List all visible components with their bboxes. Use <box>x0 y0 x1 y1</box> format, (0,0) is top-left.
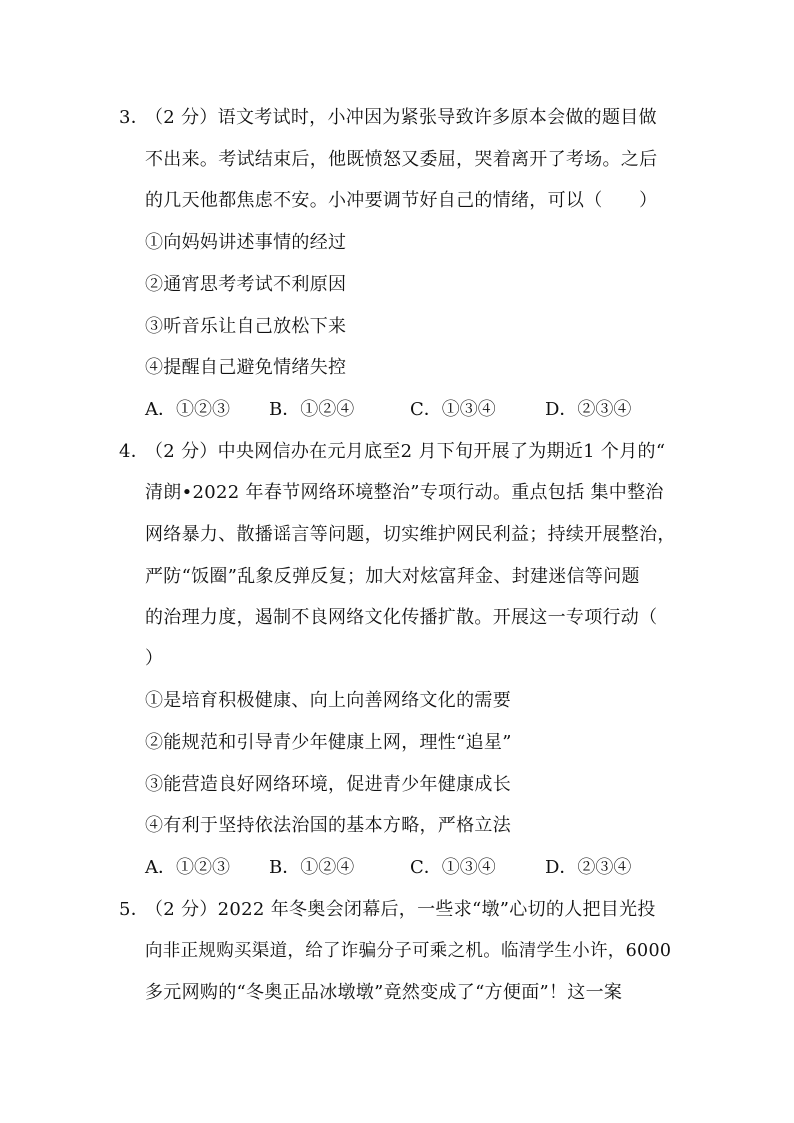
q3-stem-line-3: 的几天他都焦虑不安。小冲要调节好自己的情绪，可以（ ） <box>145 190 658 211</box>
q3-number: 3． <box>119 107 150 128</box>
q3-line-1 <box>119 106 657 130</box>
q5-line-1 <box>119 898 656 922</box>
q5-number: 5． <box>119 899 150 920</box>
q5-stem-line-2: 向非正规购买渠道，给了诈骗分子可乘之机。临清学生小许，6000 <box>145 941 672 961</box>
q3-stem-line-1: （2 分）语文考试时，小冲因为紧张导致许多原本会做的题目做 <box>145 107 657 128</box>
q4-option-b[interactable]: B．①②④ <box>269 857 355 878</box>
q4-option-a[interactable]: A．①②③ <box>145 857 230 878</box>
q3-item-4: ④提醒自己避免情绪失控 <box>145 357 347 378</box>
q4-number: 4． <box>119 441 150 462</box>
q4-stem-line-4: 严防“饭圈”乱象反弹反复；加大对炫富拜金、封建迷信等问题 <box>145 566 640 587</box>
q3-item-1: ①向妈妈讲述事情的经过 <box>145 232 347 253</box>
q3-option-d[interactable]: D．②③④ <box>545 399 632 420</box>
q4-options <box>145 856 665 880</box>
q3-option-b[interactable]: B．①②④ <box>269 399 355 420</box>
q4-line-1 <box>119 440 665 464</box>
q4-item-3: ③能营造良好网络环境，促进青少年健康成长 <box>145 774 511 795</box>
q4-item-1: ①是培育积极健康、向上向善网络文化的需要 <box>145 690 511 711</box>
q5-stem-line-3: 多元网购的“冬奥正品冰墩墩”竟然变成了“方便面”！这一案 <box>145 982 623 1003</box>
q4-stem-line-3: 网络暴力、散播谣言等问题，切实维护网民利益；持续开展整治， <box>145 524 676 545</box>
q3-item-3: ③听音乐让自己放松下来 <box>145 316 347 337</box>
q4-option-c[interactable]: C．①③④ <box>410 857 496 878</box>
q3-stem-line-2: 不出来。考试结束后，他既愤怒又委屈，哭着离开了考场。之后 <box>145 149 658 170</box>
q3-item-2: ②通宵思考考试不利原因 <box>145 274 347 295</box>
q3-option-a[interactable]: A．①②③ <box>145 399 230 420</box>
q4-item-4: ④有利于坚持依法治国的基本方略，严格立法 <box>145 815 511 836</box>
q4-stem-line-2: 清朗•2022 年春节网络环境整治”专项行动。重点包括 集中整治 <box>145 482 664 503</box>
q4-item-2: ②能规范和引导青少年健康上网，理性“追星” <box>145 732 512 753</box>
q3-option-c[interactable]: C．①③④ <box>410 399 496 420</box>
q5-stem-line-1: （2 分）2022 年冬奥会闭幕后，一些求“墩”心切的人把目光投 <box>145 899 656 920</box>
q4-option-d[interactable]: D．②③④ <box>545 857 632 878</box>
q3-options <box>145 398 665 422</box>
q4-stem-line-6: ） <box>145 648 164 669</box>
q4-stem-line-1: （2 分）中央网信办在元月底至2 月下旬开展了为期近1 个月的“ <box>145 441 666 462</box>
q4-stem-line-5: 的治理力度，遏制不良网络文化传播扩散。开展这一专项行动（ <box>145 607 658 628</box>
